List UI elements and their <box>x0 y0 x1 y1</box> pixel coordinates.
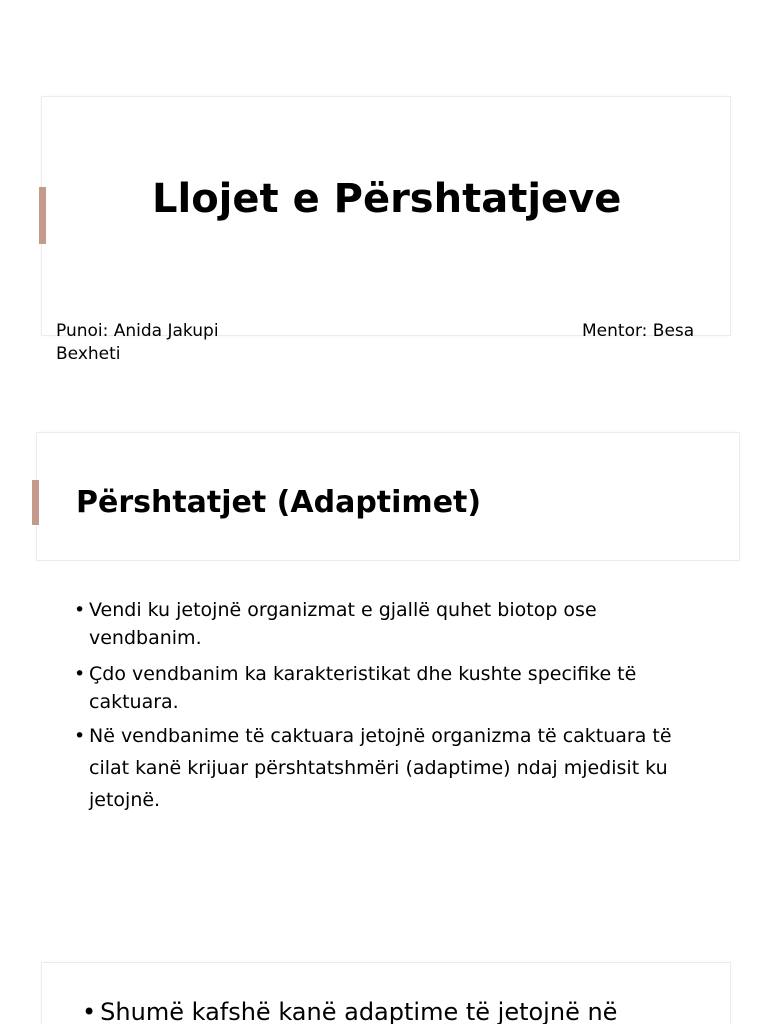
heading-accent-bar <box>32 480 39 525</box>
author-text: Punoi: Anida Jakupi <box>56 321 219 341</box>
list-item <box>82 996 617 1024</box>
list-item: • Në vendbanime të caktuara jetojnë organizma të caktuara të cilat kanë krijuar përshtatshmëri (adaptime) ndaj mjedisit ku jetojnë. <box>74 720 714 816</box>
list-item: • Vendi ku jetojnë organizmat e gjallë quhet biotop ose vendbanim. <box>74 596 714 652</box>
mentor-surname: Bexheti <box>56 344 121 364</box>
section-heading: Përshtatjet (Adaptimet) <box>76 485 482 520</box>
list-item: • Çdo vendbanim ka karakteristikat dhe kushte specifike të caktuara. <box>74 660 714 716</box>
bullet-text: Shumë kafshë kanë adaptime të jetojnë në <box>100 998 618 1024</box>
title-accent-bar <box>39 187 46 244</box>
slide-title: Llojet e Përshtatjeve <box>152 176 622 222</box>
bullet-dot: • <box>82 998 97 1024</box>
mentor-label: Mentor: Besa <box>582 321 695 341</box>
bullet-list <box>74 596 714 824</box>
